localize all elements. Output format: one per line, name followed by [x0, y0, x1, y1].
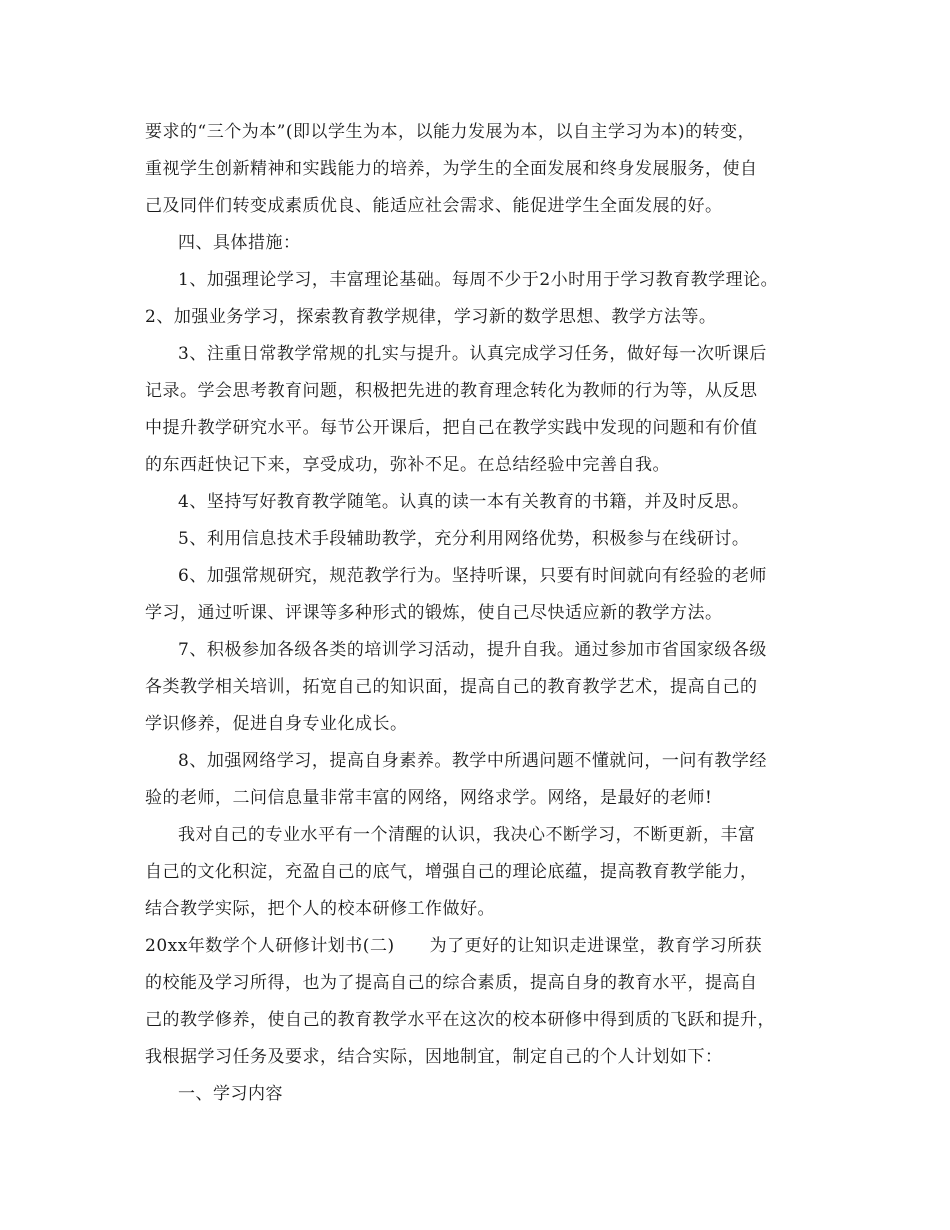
text-line: 各类教学相关培训，拓宽自己的知识面，提高自己的教育教学艺术，提高自己的: [145, 677, 758, 697]
text-line: 我根据学习任务及要求，结合实际，因地制宜，制定自己的个人计划如下：: [145, 1047, 723, 1067]
text-line: 结合教学实际，把个人的校本研修工作做好。: [145, 899, 495, 919]
text-line: 自己的文化积淀，充盈自己的底气，增强自己的理论底蕴，提高教育教学能力，: [145, 862, 758, 882]
text-line: 验的老师，二问信息量非常丰富的网络，网络求学。网络，是最好的老师!: [145, 788, 713, 808]
text-line: 重视学生创新精神和实践能力的培养，为学生的全面发展和终身发展服务，使自: [145, 159, 758, 179]
text-line: 我对自己的专业水平有一个清醒的认识，我决心不断学习，不断更新，丰富: [178, 825, 756, 845]
text-line: 6、加强常规研究，规范教学行为。坚持听课，只要有时间就向有经验的老师: [178, 566, 767, 586]
text-line: 3、注重日常教学常规的扎实与提升。认真完成学习任务，做好每一次听课后: [178, 344, 767, 364]
text-line: 2、加强业务学习，探索教育教学规律，学习新的数学思想、教学方法等。: [145, 307, 717, 327]
text-line: 5、利用信息技术手段辅助教学，充分利用网络优势，积极参与在线研讨。: [178, 529, 750, 549]
text-line: 己及同伴们转变成素质优良、能适应社会需求、能促进学生全面发展的好。: [145, 196, 723, 216]
section-heading: 四、具体措施：: [178, 233, 301, 253]
text-line: 学识修养，促进自身专业化成长。: [145, 714, 408, 734]
section-heading: 一、学习内容: [178, 1084, 283, 1104]
text-line: 的校能及学习所得，也为了提高自己的综合素质，提高自身的教育水平，提高自: [145, 973, 758, 993]
document-title-line: 20xx年数学个人研修计划书(二) 为了更好的让知识走进课堂，教育学习所获: [145, 936, 763, 956]
text-line: 1、加强理论学习，丰富理论基础。每周不少于2小时用于学习教育教学理论。: [178, 270, 779, 290]
text-line: 的东西赶快记下来，享受成功，弥补不足。在总结经验中完善自我。: [145, 455, 670, 475]
text-line: 学习，通过听课、评课等多种形式的锻炼，使自己尽快适应新的教学方法。: [145, 603, 723, 623]
text-line: 8、加强网络学习，提高自身素养。教学中所遇问题不懂就问，一问有教学经: [178, 751, 767, 771]
text-line: 记录。学会思考教育问题，积极把先进的教育理念转化为教师的行为等，从反思: [145, 381, 758, 401]
text-line: 要求的“三个为本”(即以学生为本，以能力发展为本，以自主学习为本)的转变，: [145, 122, 756, 142]
text-line: 7、积极参加各级各类的培训学习活动，提升自我。通过参加市省国家级各级: [178, 640, 767, 660]
text-line: 4、坚持写好教育教学随笔。认真的读一本有关教育的书籍，并及时反思。: [178, 492, 750, 512]
text-line: 己的教学修养，使自己的教育教学水平在这次的校本研修中得到质的飞跃和提升，: [145, 1010, 775, 1030]
text-line: 中提升教学研究水平。每节公开课后，把自己在教学实践中发现的问题和有价值: [145, 418, 758, 438]
